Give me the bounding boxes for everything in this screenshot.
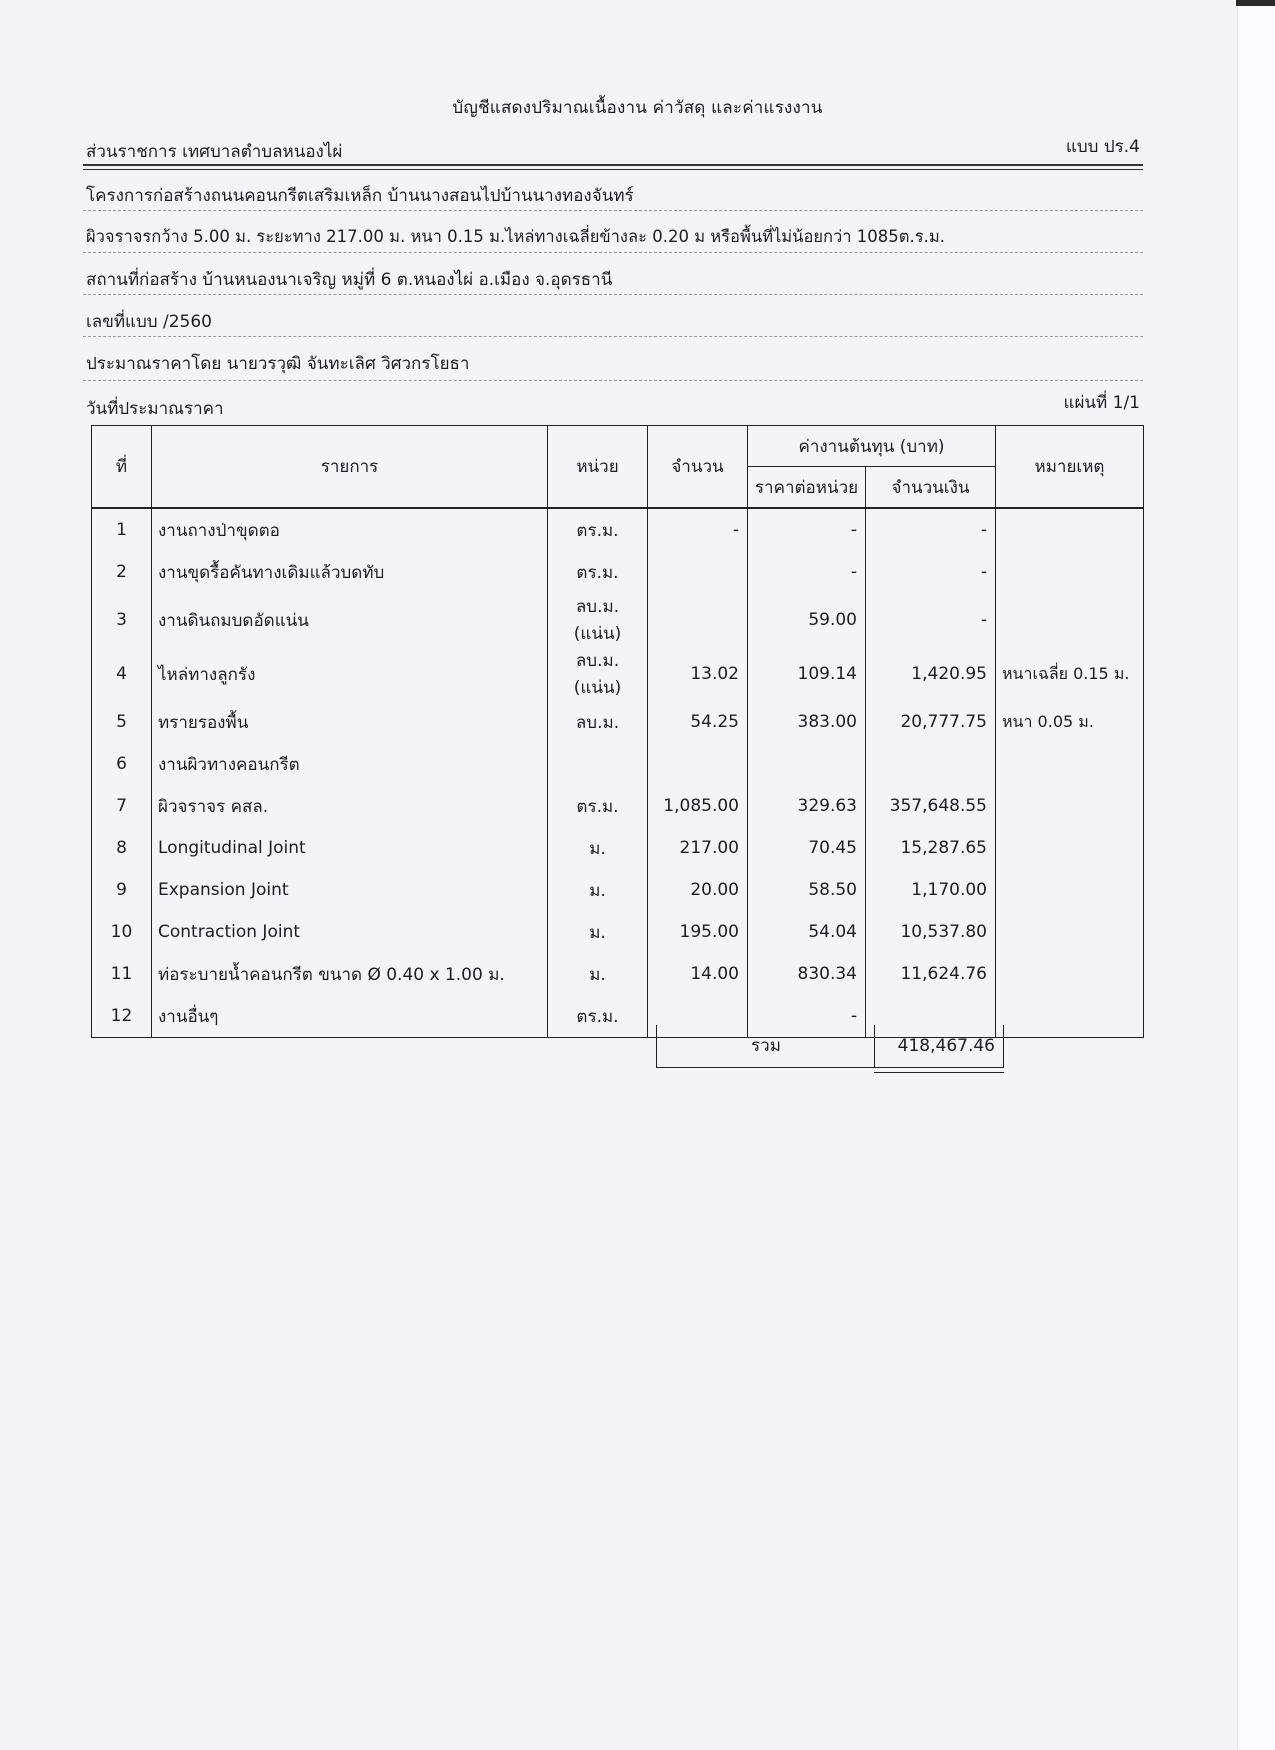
cell-remark (996, 508, 1144, 551)
table-row (92, 593, 1144, 647)
table-row (92, 785, 1144, 827)
cell-amount: 15,287.65 (866, 827, 996, 869)
cell-unit-price (748, 743, 866, 785)
total-double-underline (874, 1067, 1004, 1073)
table-row (92, 551, 1144, 593)
cell-quantity: 54.25 (648, 701, 748, 743)
cell-item: ไหล่ทางลูกรัง (152, 647, 548, 701)
sheet-number: แผ่นที่ 1/1 (1063, 393, 1140, 413)
cell-quantity: 217.00 (648, 827, 748, 869)
cell-no: 10 (92, 911, 152, 953)
table-row (92, 647, 1144, 701)
cell-item: งานถางป่าขุดตอ (152, 508, 548, 551)
rule (83, 336, 1143, 337)
cell-unit-price: - (748, 508, 866, 551)
cell-remark (996, 785, 1144, 827)
cell-quantity: 13.02 (648, 647, 748, 701)
location-line: สถานที่ก่อสร้าง บ้านหนองนาเจริญ หมู่ที่ 6 ต.หนองไผ่ อ.เมือง จ.อุดรธานี (86, 270, 613, 290)
scan-mark (1236, 0, 1275, 6)
cell-unit: ม. (548, 869, 648, 911)
cell-item: งานอื่นๆ (152, 995, 548, 1038)
cell-unit-price: 54.04 (748, 911, 866, 953)
cell-unit: ม. (548, 911, 648, 953)
cell-amount (866, 743, 996, 785)
table-row (92, 743, 1144, 785)
cell-no: 11 (92, 953, 152, 995)
cell-item: Longitudinal Joint (152, 827, 548, 869)
cell-quantity: 195.00 (648, 911, 748, 953)
cell-quantity: 1,085.00 (648, 785, 748, 827)
cell-item: งานดินถมบดอัดแน่น (152, 593, 548, 647)
cell-remark (996, 995, 1144, 1038)
header-quantity: จำนวน (648, 426, 748, 509)
table-row (92, 953, 1144, 995)
cell-unit: ลบ.ม.(แน่น) (548, 647, 648, 701)
cell-remark (996, 827, 1144, 869)
cell-remark: หนาเฉลี่ย 0.15 ม. (996, 647, 1144, 701)
cell-amount: 357,648.55 (866, 785, 996, 827)
cell-no: 7 (92, 785, 152, 827)
form-code: แบบ ปร.4 (1065, 137, 1140, 157)
cell-no: 2 (92, 551, 152, 593)
header-unit: หน่วย (548, 426, 648, 509)
bill-of-quantities-table (91, 425, 1144, 1038)
page-edge (1237, 0, 1275, 1750)
cell-unit: ตร.ม. (548, 995, 648, 1038)
design-number-line: เลขที่แบบ /2560 (86, 312, 212, 332)
cell-unit-price: 70.45 (748, 827, 866, 869)
cell-quantity (648, 743, 748, 785)
cell-item: Contraction Joint (152, 911, 548, 953)
cell-unit-price: 109.14 (748, 647, 866, 701)
rule (83, 380, 1143, 381)
cell-unit: ตร.ม. (548, 785, 648, 827)
table-row (92, 701, 1144, 743)
cell-unit: ตร.ม. (548, 551, 648, 593)
cell-quantity (648, 593, 748, 647)
cell-remark (996, 551, 1144, 593)
header-no: ที่ (92, 426, 152, 509)
cell-no: 1 (92, 508, 152, 551)
cell-unit-price: 59.00 (748, 593, 866, 647)
cell-no: 9 (92, 869, 152, 911)
cell-item: ผิวจราจร คสล. (152, 785, 548, 827)
cell-remark (996, 953, 1144, 995)
cell-quantity: 14.00 (648, 953, 748, 995)
cell-item: งานขุดรื้อคันทางเดิมแล้วบดทับ (152, 551, 548, 593)
rule (83, 252, 1143, 253)
cell-unit-price: 58.50 (748, 869, 866, 911)
header-unit-price: ราคาต่อหน่วย (748, 467, 866, 509)
header-remark: หมายเหตุ (996, 426, 1144, 509)
cell-unit-price: - (748, 551, 866, 593)
cell-item: Expansion Joint (152, 869, 548, 911)
cell-remark (996, 743, 1144, 785)
cell-quantity: 20.00 (648, 869, 748, 911)
estimate-date-line: วันที่ประมาณราคา (86, 399, 224, 419)
cell-no: 5 (92, 701, 152, 743)
cell-unit: ม. (548, 827, 648, 869)
cell-unit: ลบ.ม. (548, 701, 648, 743)
cell-amount: 1,170.00 (866, 869, 996, 911)
total-label: รวม (656, 1025, 875, 1068)
cell-remark (996, 593, 1144, 647)
cell-unit-price: 830.34 (748, 953, 866, 995)
cell-unit: ตร.ม. (548, 508, 648, 551)
cell-item: ทรายรองพื้น (152, 701, 548, 743)
header-double-rule (83, 164, 1143, 170)
table-row (92, 911, 1144, 953)
cell-item: ท่อระบายน้ำคอนกรีต ขนาด Ø 0.40 x 1.00 ม. (152, 953, 548, 995)
cell-no: 6 (92, 743, 152, 785)
cell-amount: 10,537.80 (866, 911, 996, 953)
spec-line: ผิวจราจรกว้าง 5.00 ม. ระยะทาง 217.00 ม. หนา 0.15 ม.ไหล่ทางเฉลี่ยข้างละ 0.20 ม หรือพื้นที่ไม่น้อยกว่า 1085ต.ร.ม. (86, 227, 945, 246)
table-row (92, 869, 1144, 911)
table-row (92, 508, 1144, 551)
estimator-line: ประมาณราคาโดย นายวรวุฒิ จันทะเลิศ วิศวกรโยธา (86, 354, 470, 374)
total-value: 418,467.46 (874, 1025, 1004, 1067)
cell-quantity: - (648, 508, 748, 551)
cell-no: 4 (92, 647, 152, 701)
cell-amount: - (866, 551, 996, 593)
cell-amount: 1,420.95 (866, 647, 996, 701)
header-cost-group: ค่างานต้นทุน (บาท) (748, 426, 996, 467)
cell-amount: 20,777.75 (866, 701, 996, 743)
cell-amount: 11,624.76 (866, 953, 996, 995)
document-title: บัญชีแสดงปริมาณเนื้องาน ค่าวัสดุ และค่าแรงงาน (452, 98, 823, 118)
header-item: รายการ (152, 426, 548, 509)
rule (83, 210, 1143, 211)
cell-unit-price: 329.63 (748, 785, 866, 827)
table-row (92, 827, 1144, 869)
rule (83, 294, 1143, 295)
cell-remark (996, 911, 1144, 953)
cell-quantity (648, 551, 748, 593)
cell-unit (548, 743, 648, 785)
agency-line: ส่วนราชการ เทศบาลตำบลหนองไผ่ (86, 142, 343, 162)
cell-amount: - (866, 593, 996, 647)
cell-remark (996, 869, 1144, 911)
cell-unit: ลบ.ม.(แน่น) (548, 593, 648, 647)
cell-unit-price: - (748, 995, 866, 1038)
cell-no: 8 (92, 827, 152, 869)
cell-no: 3 (92, 593, 152, 647)
cell-no: 12 (92, 995, 152, 1038)
cell-unit: ม. (548, 953, 648, 995)
cell-unit-price: 383.00 (748, 701, 866, 743)
header-amount: จำนวนเงิน (866, 467, 996, 509)
project-line: โครงการก่อสร้างถนนคอนกรีตเสริมเหล็ก บ้านนางสอนไปบ้านนางทองจันทร์ (86, 186, 634, 206)
cell-amount: - (866, 508, 996, 551)
cell-remark: หนา 0.05 ม. (996, 701, 1144, 743)
cell-item: งานผิวทางคอนกรีต (152, 743, 548, 785)
